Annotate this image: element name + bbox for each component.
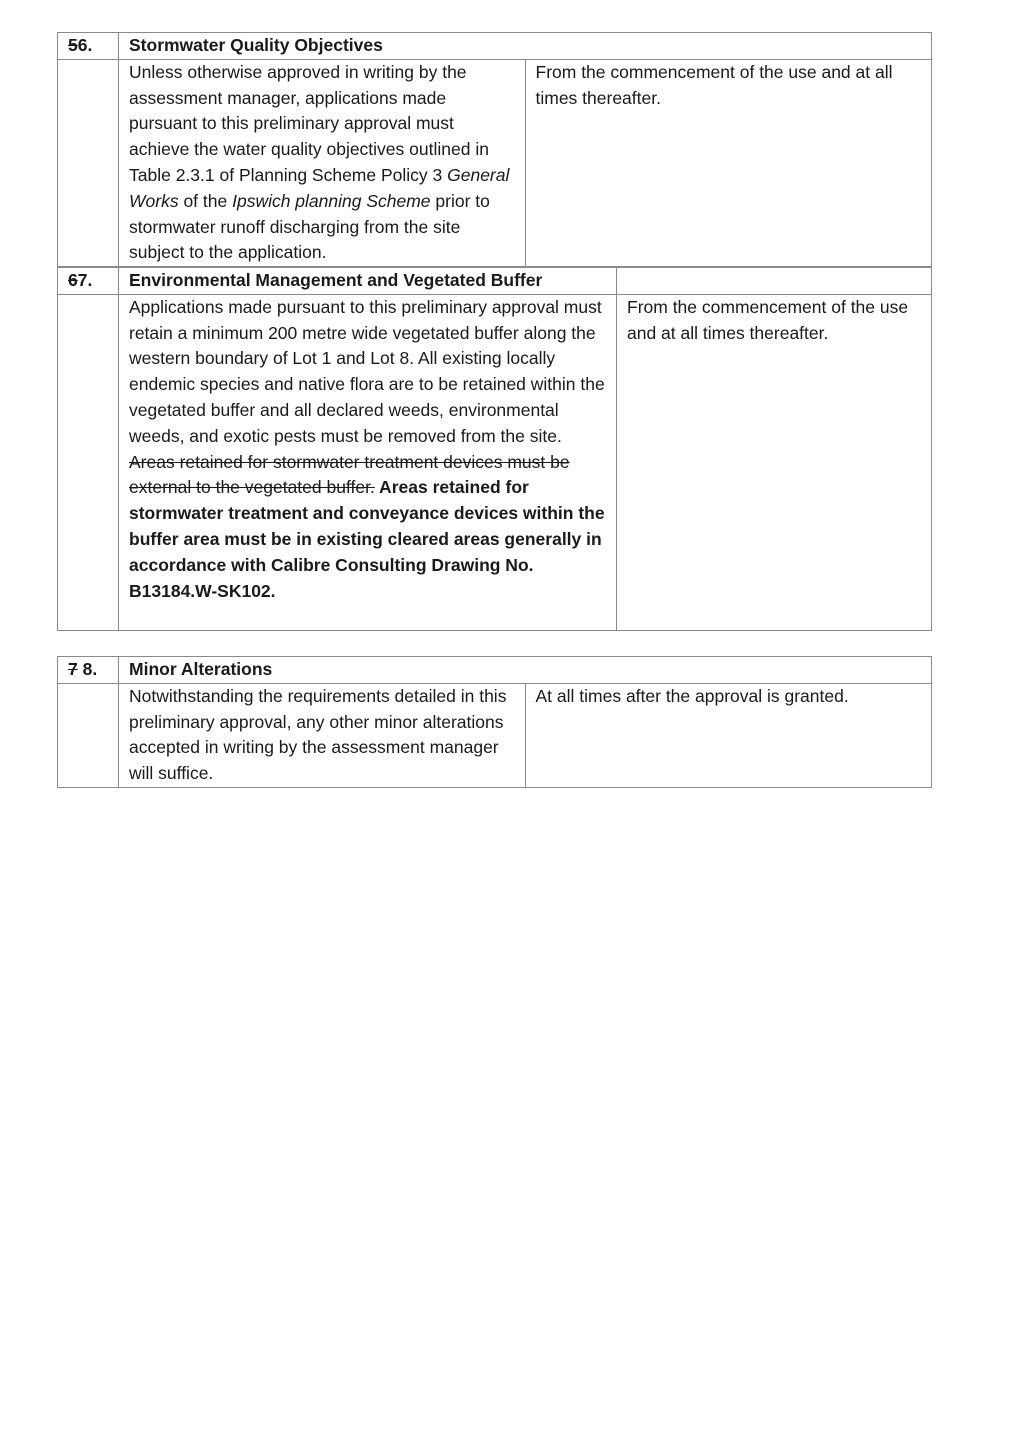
condition-body: [119, 294, 617, 630]
empty-number-cell: [58, 59, 119, 266]
inserted-text: Areas retained for stormwater treatment and conveyance devices within the buffer area must be in existing cleared areas generally in accordance with Calibre Consulting Drawing No. B13184.W-SK102.: [129, 477, 605, 601]
body-text: Applications made pursuant to this preliminary approval must retain a minimum 200 metre wide vegetated buffer along the western boundary of Lot 1 and Lot 8. All existing locally endemic species and native flora are to be retained within the vegetated buffer and all declared weeds, environmental weeds, and exotic pests must be removed from the site.: [129, 296, 605, 446]
body-italic-text: General Works: [129, 164, 510, 211]
condition-table-7: [57, 267, 932, 631]
condition-table-8: [57, 656, 932, 788]
condition-number: [58, 33, 119, 60]
new-number: 7.: [77, 270, 93, 290]
empty-title-timing-cell: [617, 268, 932, 295]
old-number: 7: [68, 659, 78, 679]
body-italic-text: Ipswich planning Scheme: [232, 190, 431, 211]
body-text: Unless otherwise approved in writing by the assessment manager, applications made pursuant to this preliminary approval must achieve the water quality objectives outlined in Table 2.3.1 of Planning Scheme Policy 3: [129, 61, 489, 185]
condition-title: Stormwater Quality Objectives: [119, 33, 932, 60]
condition-body: [119, 59, 526, 266]
condition-title: Minor Alterations: [119, 657, 932, 684]
old-number: 6: [68, 270, 78, 290]
empty-number-cell: [58, 683, 119, 787]
body-text: prior to stormwater runoff discharging from the site subject to the application.: [129, 190, 490, 263]
condition-number: [58, 268, 119, 295]
deleted-text: Areas retained for stormwater treatment devices must be external to the vegetated buffer.: [129, 451, 570, 498]
old-number: 5: [68, 35, 78, 55]
condition-table-6: [57, 32, 932, 267]
new-number: 8.: [77, 659, 98, 679]
condition-body: [119, 683, 526, 787]
body-text: of the: [178, 190, 233, 211]
new-number: 6.: [77, 35, 93, 55]
empty-number-cell: [58, 294, 119, 630]
condition-number: [58, 657, 119, 684]
condition-title: Environmental Management and Vegetated Buffer: [119, 268, 617, 295]
condition-timing: From the commencement of the use and at all times thereafter.: [617, 294, 932, 630]
condition-timing: From the commencement of the use and at all times thereafter.: [525, 59, 932, 266]
body-text: Notwithstanding the requirements detailed in this preliminary approval, any other minor alterations accepted in writing by the assessment manager will suffice.: [129, 685, 507, 784]
condition-timing: At all times after the approval is granted.: [525, 683, 932, 787]
